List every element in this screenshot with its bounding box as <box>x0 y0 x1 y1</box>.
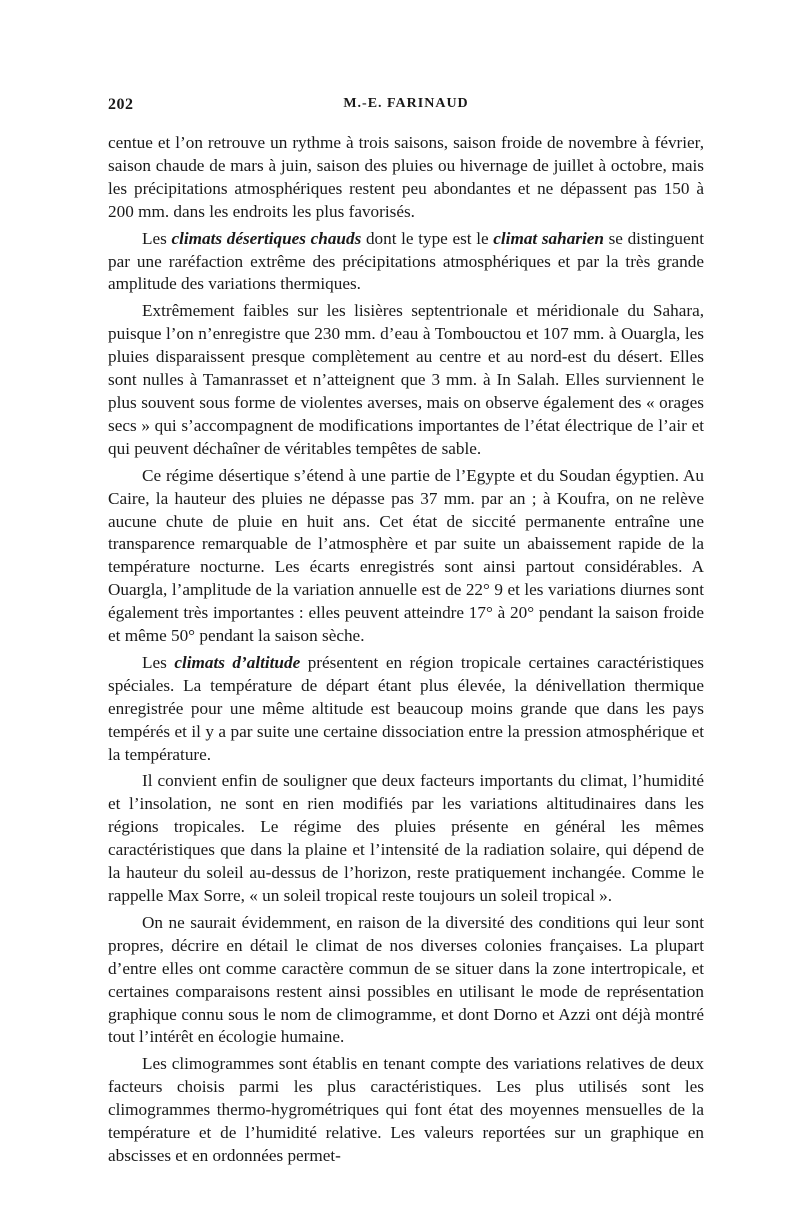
emphasis: climats désertiques chauds <box>171 228 362 248</box>
paragraph: On ne saurait évidemment, en raison de la diversité des conditions qui leur sont propres, décrire en détail le climat de nos diverses colonies françaises. La plupart d’entre elles ont comme caractère commun de se situer dans la zone intertropicale, et certaines comparaisons restent ainsi possibles en utilisant le mode de représentation graphique connu sous le nom de climogramme, et dont Dorno et Azzi ont déjà montré tout l’intérêt en écologie humaine. <box>108 912 704 1047</box>
body-text <box>108 132 704 1168</box>
paragraph: centue et l’on retrouve un rythme à trois saisons, saison froide de novembre à février, saison chaude de mars à juin, saison des pluies ou hivernage de juillet à octobre, mais les précipitations atmosphériques restent peu abondantes et ne dépassent pas 150 à 200 mm. dans les endroits les plus favorisés. <box>108 133 704 221</box>
paragraph: Les climats désertiques chauds dont le type est le climat saharien se distinguent par une raréfaction extrême des précipitations atmosphériques et par la très grande amplitude des variations thermiques. <box>108 228 704 294</box>
running-head: M.-E. FARINAUD <box>343 96 469 111</box>
page-number: 202 <box>108 96 134 113</box>
emphasis: climats d’altitude <box>174 652 301 672</box>
paragraph: Extrêmement faibles sur les lisières septentrionale et méridionale du Sahara, puisque l’on n’enregistre que 230 mm. d’eau à Tombouctou et 107 mm. à Ouargla, les pluies disparaissent presque complètement au centre et au nord-est du désert. Elles sont nulles à Tamanrasset et n’atteignent que 3 mm. à In Salah. Elles surviennent le plus souvent sous forme de violentes averses, mais on observe également des « orages secs » qui s’accompagnent de modifications importantes de l’état électrique de l’air et qui peuvent déchaîner de véritables tempêtes de sable. <box>108 301 704 458</box>
paragraph: Les climats d’altitude présentent en région tropicale certaines caractéristiques spéciales. La température de départ étant plus élevée, la dénivellation thermique enregistrée pour une même altitude est beaucoup moins grande que dans les pays tempérés et il y a par suite une certaine dissociation entre la pression atmosphérique et la température. <box>108 652 704 764</box>
paragraph: Les climogrammes sont établis en tenant compte des variations relatives de deux facteurs choisis parmi les plus caractéristiques. Les plus utilisés sont les climogrammes thermo-hygrométriques qui font état des moyennes mensuelles de la température et de l’humidité relative. Les valeurs reportées sur un graphique en abscisses et en ordonnées permet- <box>108 1054 704 1165</box>
paragraph: Il convient enfin de souligner que deux facteurs importants du climat, l’humidité et l’insolation, ne sont en rien modifiés par les variations altitudinaires dans les régions tropicales. Le régime des pluies présente en général les mêmes caractéristiques que dans la plaine et l’intensité de la radiation solaire, qui dépend de la hauteur du soleil au-dessus de l’horizon, reste pratiquement inchangée. Comme le rappelle Max Sorre, « un soleil tropical reste toujours un soleil tropical ». <box>108 771 704 905</box>
page-header <box>108 96 704 120</box>
emphasis: climat saharien <box>493 228 604 248</box>
paragraph: Ce régime désertique s’étend à une partie de l’Egypte et du Soudan égyptien. Au Caire, la hauteur des pluies ne dépasse pas 37 mm. par an ; à Koufra, on ne relève aucune chute de pluie en huit ans. Cet état de siccité permanente entraîne une transparence remarquable de l’atmosphère et par suite un abaissement rapide de la température nocturne. Les écarts enregistrés sont ainsi partout considérables. A Ouargla, l’amplitude de la variation annuelle est de 22° 9 et les variations diurnes sont également très importantes : elles peuvent atteindre 17° à 20° pendant la saison froide et même 50° pendant la saison sèche. <box>108 465 704 646</box>
